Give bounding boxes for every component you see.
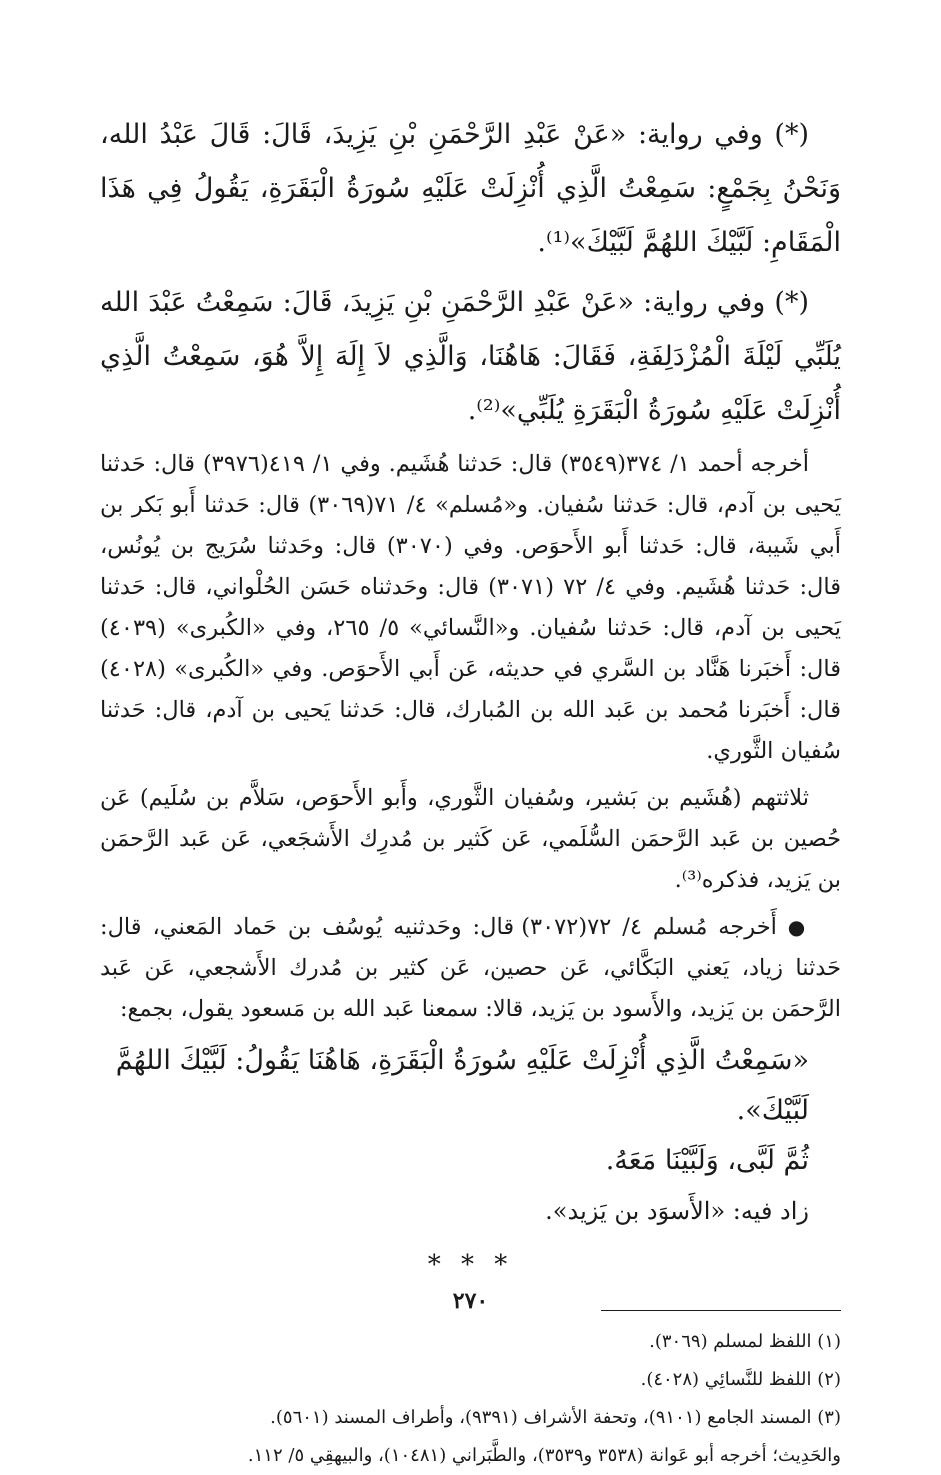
page-body — [100, 108, 841, 1475]
takhrij-paragraph-3 — [100, 907, 841, 1030]
takhrij-paragraph-1: أخرجه أحمد ١/ ٣٧٤(٣٥٤٩) قال: حَدثنا هُشَيم. وفي ١/ ٤١٩(٣٩٧٦) قال: حَدثنا يَحيى بن آدم، قال: حَدثنا سُفيان. و«مُسلم» ٤/ ٧١(٣٠٦٩) قال: حَدثنا أَبو بَكر بن أَبي شَيبة، قال: حَدثنا أَبو الأَحوَص. وفي (٣٠٧٠) قال: وحَدثنا سُرَيج بن يُونُس، قال: حَدثنا هُشَيم. وفي ٤/ ٧٢ (٣٠٧١) قال: وحَدثناه حَسَن الحُلْواني، قال: حَدثنا يَحيى بن آدم، قال: حَدثنا سُفيان. و«النَّسائي» ٥/ ٢٦٥، وفي «الكُبرى» (٤٠٣٩) قال: أَخبَرنا هَنَّاد بن السَّري في حديثه، عَن أَبي الأَحوَص. وفي «الكُبرى» (٤٠٢٨) قال: أَخبَرنا مُحمد بن عَبد الله بن المُبارك، قال: حَدثنا يَحيى بن آدم، قال: حَدثنا سُفيان الثَّوري. — [100, 451, 842, 764]
footnote-1: (١) اللفظ لمسلم (٣٠٦٩). — [649, 1331, 841, 1352]
footnote-2: (٢) اللفظ للنَّسائِي (٤٠٢٨). — [640, 1369, 841, 1390]
quote-line-2: ثُمَّ لَبَّى، وَلَبَّيْنَا مَعَهُ. — [605, 1145, 809, 1176]
footnote-3: (٣) المسند الجامع (٩١٠١)، وتحفة الأشراف (٩٣٩١)، وأطراف المسند (٥٦٠١). — [270, 1407, 841, 1428]
narration-2: (*) وفي رواية: «عَنْ عَبْدِ الرَّحْمَنِ بْنِ يَزِيدَ، قَالَ: سَمِعْتُ عَبْدَ الله يُلَبِّي لَيْلَةَ الْمُزْدَلِفَةِ، فَقَالَ: هَاهُنَا، وَالَّذِي لاَ إِلَهَ إِلاَّ هُوَ، سَمِعْتُ الَّذِي أُنْزِلَتْ عَلَيْهِ سُورَةُ الْبَقَرَةِ يُلَبِّي»⁽²⁾. — [100, 287, 841, 426]
footnote-3-continued: والحَدِيث؛ أخرجه أبو عَوانة (٣٥٣٨ و٣٥٣٩)، والطَّبَراني (١٠٤٨١)، والبيهقِي ٥/ ١١٢. — [247, 1445, 841, 1466]
takhrij-paragraph-3-text: أَخرجه مُسلم ٤/ ٧٢(٣٠٧٢) قال: وحَدثنيه يُوسُف بن حَماد المَعني، قال: حَدثنا زياد، يَعني البَكَّائي، عَن حصين، عَن كثير بن مُدرك الأَشجعي، عَن عَبد الرَّحمَن بن يَزيد، والأَسود بن يَزيد، قالا: سمعنا عَبد الله بن مَسعود يقول، بجمع: — [100, 914, 841, 1022]
quote-line-3: زاد فيه: «الأَسوَد بن يَزيد». — [545, 1197, 809, 1225]
quote-line-1: «سَمِعْتُ الَّذِي أُنْزِلَتْ عَلَيْهِ سُورَةُ الْبَقَرَةِ، هَاهُنَا يَقُولُ: لَبَّيْكَ اللهُمَّ لَبَّيْكَ». — [115, 1045, 809, 1126]
narration-1: (*) وفي رواية: «عَنْ عَبْدِ الرَّحْمَنِ بْنِ يَزِيدَ، قَالَ: قَالَ عَبْدُ الله، وَنَحْنُ بِجَمْعٍ: سَمِعْتُ الَّذِي أُنْزِلَتْ عَلَيْهِ سُورَةُ الْبَقَرَةِ، يَقُولُ فِي هَذَا الْمَقَامِ: لَبَّيْكَ اللهُمَّ لَبَّيْكَ»⁽¹⁾. — [100, 119, 841, 258]
bullet-icon: ● — [787, 915, 810, 939]
page-number: ٢٧٠ — [452, 1288, 489, 1314]
takhrij-paragraph-2: ثلاثتهم (هُشَيم بن بَشير، وسُفيان الثَّوري، وأَبو الأَحوَص، سَلاَّم بن سُلَيم) عَن حُصين بن عَبد الرَّحمَن السُّلَمي، عَن كَثير بن مُدرِك الأَشجَعي، عَن عَبد الرَّحمَن بن يَزيد، فذكره⁽³⁾. — [100, 785, 841, 893]
section-separator: * * * — [427, 1250, 514, 1280]
